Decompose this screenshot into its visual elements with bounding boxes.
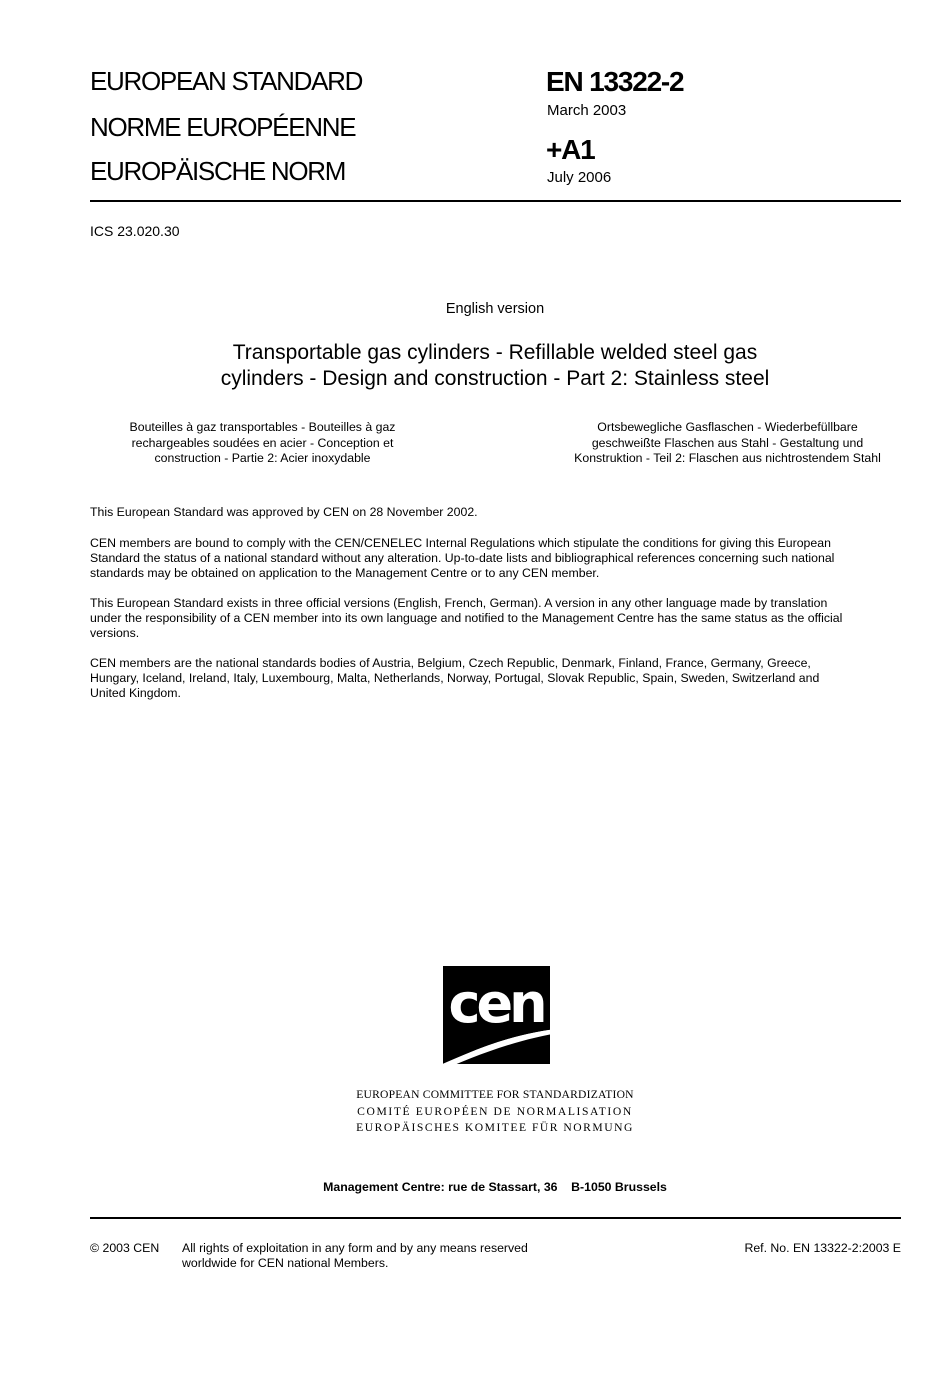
paragraph-line: versions. (90, 626, 140, 640)
approval-paragraph: This European Standard was approved by CEN on 28 November 2002. (90, 505, 478, 519)
german-title (555, 420, 900, 467)
footer-rule (90, 1217, 901, 1219)
paragraph-line: United Kingdom. (90, 686, 181, 700)
standard-date: March 2003 (547, 102, 627, 119)
main-title (90, 340, 900, 392)
compliance-paragraph (90, 536, 902, 581)
french-title-line: rechargeables soudées en acier - Conception et (131, 435, 394, 450)
committee-name-de: EUROPÄISCHES KOMITEE FÜR NORMUNG (356, 1121, 634, 1134)
versions-paragraph (90, 596, 902, 641)
ics-code: ICS 23.020.30 (90, 223, 180, 239)
rights-line: All rights of exploitation in any form and by any means reserved (182, 1241, 528, 1255)
french-title (90, 420, 435, 467)
amendment-date: July 2006 (547, 169, 612, 186)
rights-line: worldwide for CEN national Members. (182, 1256, 389, 1270)
cen-logo-icon (428, 966, 564, 1076)
paragraph-line: CEN members are the national standards bodies of Austria, Belgium, Czech Republic, Denmark, Finland, France, Germany, Greece, (90, 656, 811, 670)
title-en: EUROPEAN STANDARD (90, 66, 363, 96)
paragraph-line: standards may be obtained on application to the Management Centre or to any CEN member. (90, 566, 600, 580)
paragraph-line: Standard the status of a national standard without any alteration. Up-to-date lists and bibliographical references concerning such national (90, 551, 835, 565)
paragraph-line: This European Standard exists in three official versions (English, French, German). A version in any other language made by translation (90, 596, 828, 610)
german-title-line: Konstruktion - Teil 2: Flaschen aus nichtrostendem Stahl (574, 451, 881, 465)
paragraph-line: Hungary, Iceland, Ireland, Italy, Luxembourg, Malta, Netherlands, Norway, Portugal, Slovak Republic, Spain, Sweden, Switzerland and (90, 671, 820, 685)
amendment-label: +A1 (546, 134, 595, 165)
title-fr: NORME EUROPÉENNE (90, 112, 356, 142)
version-label: English version (445, 301, 545, 317)
management-centre: Management Centre: rue de Stassart, 36 B-1050 Brussels (323, 1180, 667, 1194)
header-rule (90, 200, 901, 202)
committee-name-fr: COMITÉ EUROPÉEN DE NORMALISATION (357, 1105, 633, 1118)
reference-number: Ref. No. EN 13322-2:2003 E (744, 1241, 901, 1255)
copyright: © 2003 CEN (90, 1241, 160, 1255)
french-title-line: Bouteilles à gaz transportables - Bouteilles à gaz (129, 420, 396, 434)
standard-number: EN 13322-2 (546, 66, 684, 97)
french-title-line: construction - Partie 2: Acier inoxydable (154, 451, 371, 465)
members-paragraph (90, 656, 902, 701)
cen-wordmark: cen (448, 972, 544, 1035)
title-de: EUROPÄISCHE NORM (90, 156, 346, 186)
rights-text (182, 1241, 528, 1271)
paragraph-line: under the responsibility of a CEN member into its own language and notified to the Management Centre has the same status as the official (90, 611, 843, 625)
cen-logo (428, 966, 564, 1076)
main-title-line: Transportable gas cylinders - Refillable welded steel gas (232, 341, 758, 364)
german-title-line: geschweißte Flaschen aus Stahl - Gestaltung und (591, 435, 864, 450)
german-title-line: Ortsbewegliche Gasflaschen - Wiederbefüllbare (597, 420, 858, 434)
paragraph-line: CEN members are bound to comply with the CEN/CENELEC Internal Regulations which stipulate the conditions for giving this European (90, 536, 831, 550)
committee-name-en: EUROPEAN COMMITTEE FOR STANDARDIZATION (356, 1088, 634, 1101)
main-title-line: cylinders - Design and construction - Part 2: Stainless steel (220, 367, 770, 390)
